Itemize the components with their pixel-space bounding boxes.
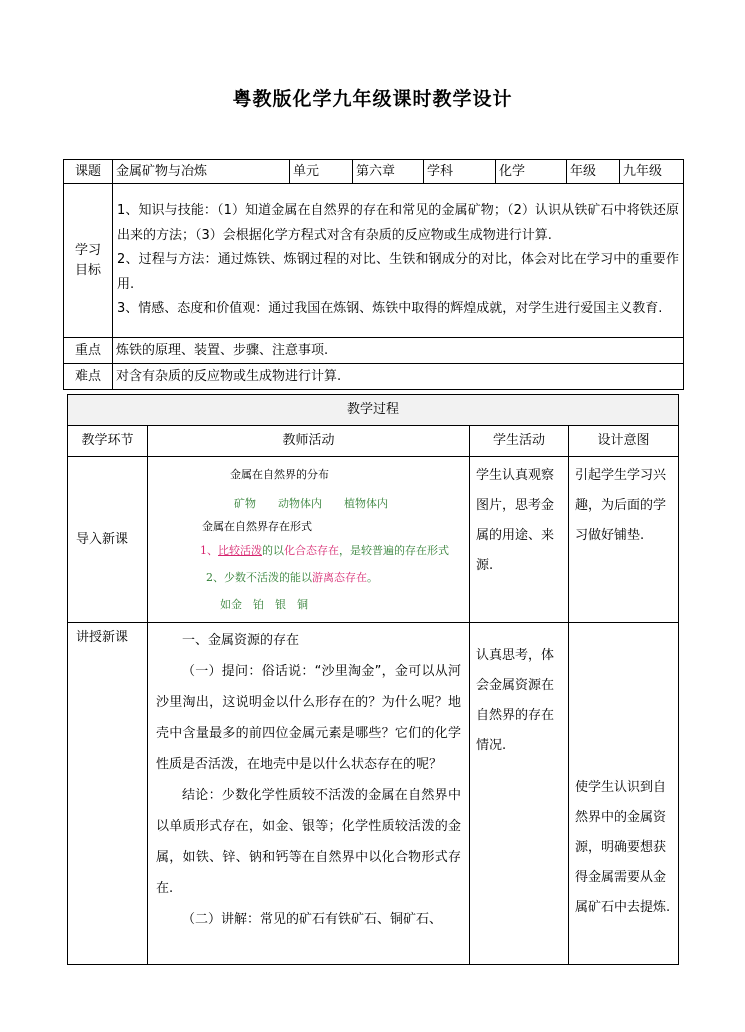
- column-header-row: [68, 426, 679, 457]
- lesson-info-table: [63, 159, 684, 390]
- paragraph: 结论：少数化学性质较不活泼的金属在自然界中以单质形式存在，如金、银等；化学性质较活泼的金属，如铁、锌、钠和钙等在自然界中以化合物形式存在.: [156, 788, 461, 896]
- design-intent: 引起学生学习兴趣，为后面的学习做好铺垫.: [569, 457, 679, 623]
- column-header: 教师活动: [148, 426, 470, 457]
- key-point-label: 重点: [64, 338, 113, 364]
- image-heading: 金属在自然界存在形式: [202, 520, 312, 533]
- grade-label: 年级: [567, 160, 620, 184]
- image-line-2: 2、少数不活泼的能以游离态存在。: [206, 571, 378, 584]
- student-activity: 认真思考，体会金属资源在自然界的存在情况.: [470, 623, 569, 965]
- topic-value: 金属矿物与冶炼: [113, 160, 290, 184]
- intro-row: [68, 457, 679, 623]
- image-sources: 矿物 动物体内 植物体内: [234, 497, 388, 510]
- teaching-process-table: [67, 394, 679, 965]
- difficulty-value: 对含有杂质的反应物或生成物进行计算.: [113, 364, 684, 390]
- grade-value: 九年级: [620, 160, 684, 184]
- goal-item: 2、过程与方法：通过炼铁、炼钢过程的对比、生铁和钢成分的对比，体会对比在学习中的重要作用.: [117, 252, 679, 292]
- key-point-row: [64, 338, 684, 364]
- difficulty-row: [64, 364, 684, 390]
- stage-label: 讲授新课: [68, 623, 148, 965]
- stage-label: 导入新课: [68, 457, 148, 623]
- paragraph: （二）讲解：常见的矿石有铁矿石、铜矿石、: [182, 912, 443, 927]
- unit-value: 第六章: [353, 160, 424, 184]
- lecture-row: [68, 623, 679, 965]
- key-point-value: 炼铁的原理、装置、步骤、注意事项.: [113, 338, 684, 364]
- goal-item: 1、知识与技能：（1）知道金属在自然界的存在和常见的金属矿物；（2）认识从铁矿石中将铁还原出来的方法；（3）会根据化学方程式对含有杂质的反应物或生成物进行计算.: [117, 203, 679, 243]
- subject-label: 学科: [424, 160, 496, 184]
- goals-row: [64, 184, 684, 338]
- metal-distribution-image: [148, 457, 469, 622]
- column-header: 设计意图: [569, 426, 679, 457]
- lecture-teacher-activity: [148, 623, 470, 965]
- image-heading: 金属在自然界的分布: [230, 468, 329, 481]
- goals-content: [113, 184, 684, 338]
- design-intent: 使学生认识到自然界中的金属资源，明确要想获得金属需要从金属矿石中去提炼.: [569, 623, 679, 965]
- image-line-1: 1、比较活泼的以化合态存在，是较普遍的存在形式: [200, 544, 449, 557]
- goal-item: 3、情感、态度和价值观：通过我国在炼钢、炼铁中取得的辉煌成就，对学生进行爱国主义教育.: [117, 301, 663, 317]
- unit-label: 单元: [290, 160, 353, 184]
- column-header: 学生活动: [470, 426, 569, 457]
- column-header: 教学环节: [68, 426, 148, 457]
- goals-label: 学习 目标: [64, 184, 113, 338]
- paragraph: 一、金属资源的存在: [182, 633, 300, 648]
- page-title: 粤教版化学九年级课时教学设计: [232, 88, 513, 110]
- topic-label: 课题: [64, 160, 113, 184]
- intro-teacher-activity: [148, 457, 470, 623]
- difficulty-label: 难点: [64, 364, 113, 390]
- process-heading-row: [68, 395, 679, 426]
- student-activity: 学生认真观察图片，思考金属的用途、来源.: [470, 457, 569, 623]
- paragraph: （一）提问：俗话说：“沙里淘金”，金可以从河沙里淘出，这说明金以什么形存在的？为什么呢？地壳中含量最多的前四位金属元素是哪些？它们的化学性质是否活泼，在地壳中是以什么状态存在的呢？: [156, 664, 461, 772]
- header-row: [64, 160, 684, 184]
- subject-value: 化学: [496, 160, 567, 184]
- process-heading: 教学过程: [68, 395, 679, 426]
- image-examples: 如金 铂 银 铜: [220, 598, 308, 611]
